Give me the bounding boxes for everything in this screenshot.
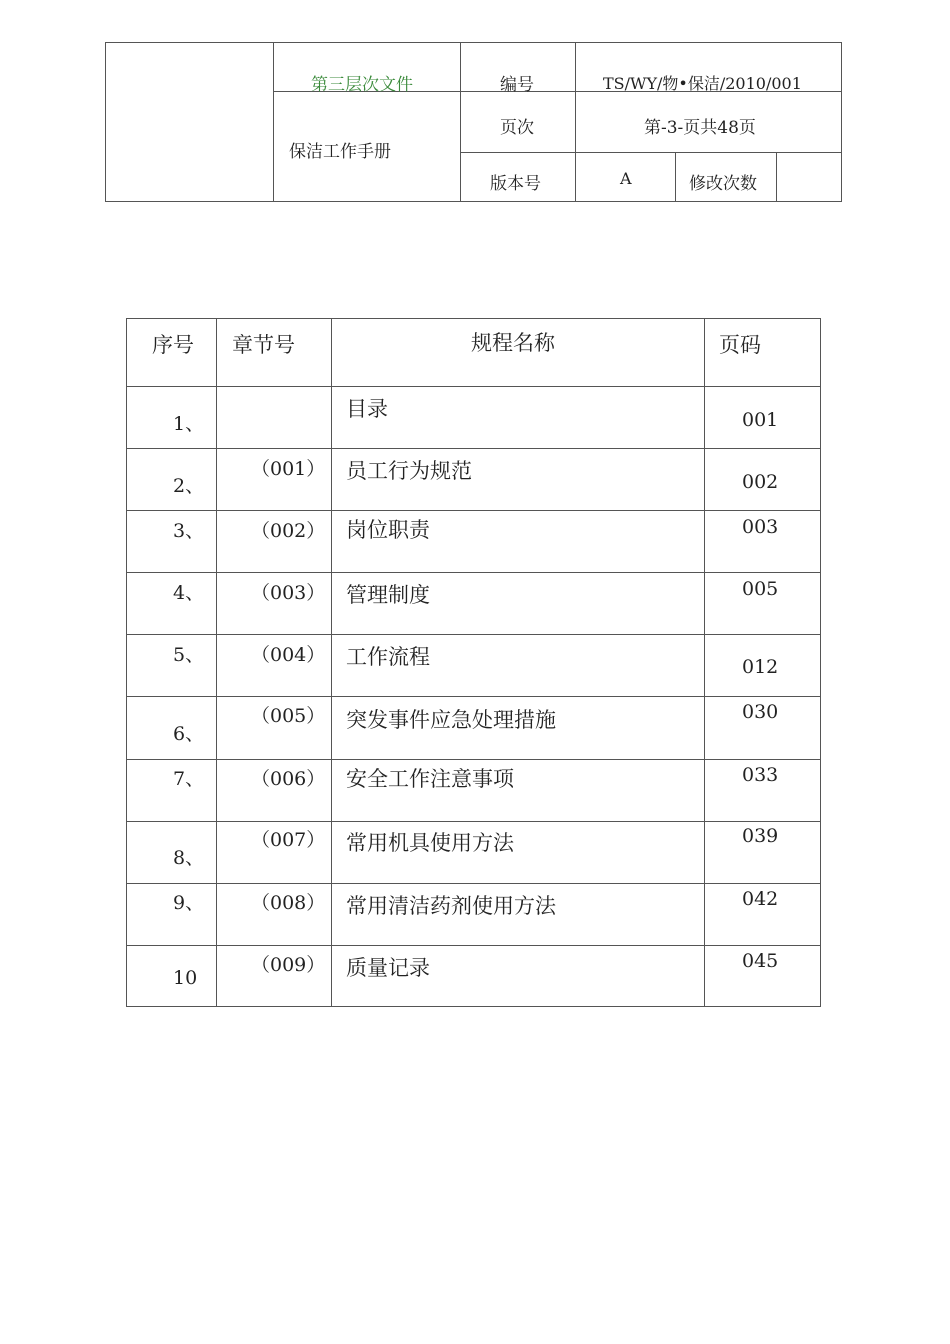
row-no: 5、 <box>173 644 205 666</box>
table-row-divider <box>127 821 820 822</box>
row-page: 003 <box>742 516 779 538</box>
row-chapter: （001） <box>251 458 326 480</box>
row-no: 6、 <box>173 723 205 745</box>
row-no: 9、 <box>173 892 205 914</box>
document-level: 第三层次文件 <box>311 75 413 95</box>
row-chapter: （003） <box>251 582 326 604</box>
version-label: 版本号 <box>490 174 541 194</box>
row-name: 目录 <box>346 397 388 421</box>
table-row-divider <box>127 696 820 697</box>
row-name: 员工行为规范 <box>346 459 472 483</box>
row-no: 3、 <box>173 520 205 542</box>
document-title: 保洁工作手册 <box>289 142 391 162</box>
row-chapter: （005） <box>251 705 326 727</box>
row-no: 1、 <box>173 413 205 435</box>
table-row-divider <box>127 883 820 884</box>
table-row-divider <box>127 386 820 387</box>
row-no: 2、 <box>173 475 205 497</box>
column-header-name: 规程名称 <box>471 331 555 355</box>
row-no: 7、 <box>173 768 205 790</box>
header-divider <box>273 43 274 201</box>
revision-label: 修改次数 <box>689 174 757 194</box>
header-divider <box>460 43 461 201</box>
row-chapter: （002） <box>251 520 326 542</box>
row-name: 岗位职责 <box>346 518 430 542</box>
row-page: 045 <box>742 950 779 972</box>
row-no: 4、 <box>173 582 205 604</box>
table-row-divider <box>127 448 820 449</box>
column-header-page: 页码 <box>719 333 761 357</box>
toc-table <box>126 318 821 1007</box>
column-header-chapter: 章节号 <box>232 333 295 357</box>
row-page: 039 <box>742 825 779 847</box>
page-label: 页次 <box>500 118 534 138</box>
table-row-divider <box>127 572 820 573</box>
row-name: 常用清洁药剂使用方法 <box>346 894 556 918</box>
row-page: 001 <box>742 409 779 431</box>
table-column-divider <box>704 319 705 1006</box>
document-header <box>105 42 842 202</box>
row-chapter: （006） <box>251 768 326 790</box>
header-divider <box>776 152 777 201</box>
row-page: 042 <box>742 888 779 910</box>
row-chapter: （009） <box>251 954 326 976</box>
page-value: 第-3-页共48页 <box>644 118 756 138</box>
row-page: 030 <box>742 701 779 723</box>
table-row-divider <box>127 759 820 760</box>
row-page: 012 <box>742 656 779 678</box>
row-page: 002 <box>742 471 779 493</box>
header-divider <box>575 43 576 201</box>
code-value: TS/WY/物•保洁/2010/001 <box>603 74 802 93</box>
table-row-divider <box>127 510 820 511</box>
row-name: 工作流程 <box>346 645 430 669</box>
version-value: A <box>620 169 632 188</box>
row-name: 管理制度 <box>346 583 430 607</box>
code-label: 编号 <box>500 75 534 95</box>
row-page: 005 <box>742 578 779 600</box>
table-column-divider <box>216 319 217 1006</box>
row-name: 安全工作注意事项 <box>346 767 514 791</box>
row-chapter: （007） <box>251 829 326 851</box>
table-row-divider <box>127 945 820 946</box>
row-name: 质量记录 <box>346 956 430 980</box>
row-chapter: （004） <box>251 644 326 666</box>
column-header-no: 序号 <box>152 333 194 357</box>
row-name: 常用机具使用方法 <box>346 831 514 855</box>
row-chapter: （008） <box>251 892 326 914</box>
header-divider <box>460 152 841 153</box>
row-page: 033 <box>742 764 779 786</box>
row-no: 8、 <box>173 847 205 869</box>
header-divider <box>675 152 676 201</box>
row-no: 10 <box>173 967 198 989</box>
row-name: 突发事件应急处理措施 <box>346 708 556 732</box>
table-row-divider <box>127 634 820 635</box>
table-column-divider <box>331 319 332 1006</box>
